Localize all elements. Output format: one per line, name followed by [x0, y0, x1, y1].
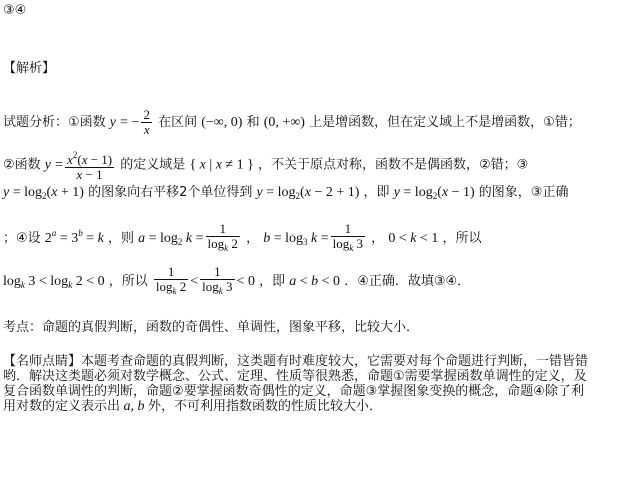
- analysis-line-5: $\log_k 3 < \log_k 2 < 0$ ，所以 $\frac{1}{\log_k 2}$ < $\frac{1}{\log_k 3}$ < 0 ，即 a < b < 0 ．④正确．故填③④．: [3, 264, 471, 296]
- analysis-line-1: 试题分析：①函数 y = − $\frac{2}{x}$ 在区间 (−∞, 0) 和 (0, +∞) 上是增函数，但在定义域上不是增函数，①错；: [3, 107, 581, 137]
- analysis-text: ，则: [107, 231, 134, 246]
- analysis-line-2: ②函数 y = $\frac{x^2(x - 1)}{x - 1}$ 的定义域是 { x | x ≠ 1 } ，不关于原点对称，函数不是偶函数，②错；③: [3, 150, 529, 182]
- section-heading: [3, 61, 55, 76]
- analysis-text: ；④设: [3, 231, 41, 246]
- analysis-text: 的定义域是: [120, 157, 186, 173]
- math-formula: $b = \log_3 k$ =: [263, 231, 329, 247]
- math-formula: (−∞, 0): [201, 115, 243, 130]
- kaodian-line: [3, 320, 419, 335]
- analysis-text: 和: [246, 115, 260, 130]
- analysis-text: ，即: [363, 185, 390, 200]
- analysis-text: ，即: [259, 274, 286, 289]
- math-formula: { x | x ≠ 1 }: [189, 157, 254, 173]
- tips-text: 本题考查命题的真假判断，这类题有时难度较大，它需要对每个命题进行判断，一错皆错: [81, 354, 589, 369]
- math-formula: $\log_k 3 < \log_k 2 < 0$: [3, 274, 105, 290]
- answer-line: [3, 3, 26, 18]
- fraction: $\frac{1}{\log_k 2}$: [155, 264, 187, 296]
- analysis-line-3: [3, 185, 568, 204]
- tips-text: 外，不可利用指数函数的性质比较大小．: [148, 399, 383, 414]
- math-formula: 0 < k < 1: [388, 231, 439, 246]
- analysis-text: 在区间: [158, 115, 198, 130]
- analysis-text: ，不关于原点对称，函数不是偶函数，②错；③: [257, 157, 529, 173]
- analysis-text: ，所以: [442, 231, 482, 246]
- tips-line-3: [3, 384, 629, 399]
- analysis-text: ．④正确．故填③④．: [344, 274, 471, 289]
- tips-text: 用对数的定义表示出: [3, 399, 121, 414]
- math-formula: $y = \log_2(x + 1)$: [3, 185, 84, 201]
- heading-text: 【解析】: [3, 61, 56, 76]
- fraction: $\frac{1}{\log_k 3}$: [332, 221, 364, 253]
- analysis-text: 的图象向右平移2个单位得到: [88, 185, 253, 200]
- math-formula: y: [44, 157, 52, 173]
- answer-text: ③④: [3, 3, 27, 18]
- tips-label: 【名师点睛】: [3, 354, 82, 369]
- analysis-text: 上是增函数，但在定义域上不是增函数，①错；: [309, 115, 581, 130]
- analysis-text: ，: [246, 231, 260, 246]
- analysis-text: 的图象，③正确: [478, 185, 569, 200]
- fraction: $\frac{1}{\log_k 3}$: [202, 264, 233, 296]
- analysis-text: ，: [371, 231, 385, 246]
- analysis-text: ②函数: [3, 157, 41, 173]
- math-formula: $y = \log_2(x - 2 + 1)$: [256, 185, 360, 201]
- fraction: $\frac{x^2(x - 1)}{x - 1}$: [67, 150, 113, 182]
- fraction: $\frac{2}{x}$: [143, 107, 150, 137]
- math-formula: a, b: [120, 399, 149, 414]
- analysis-text: ，所以: [108, 274, 148, 289]
- analysis-line-4: [3, 222, 482, 255]
- math-formula: $y = \log_2(x - 1)$: [393, 185, 475, 201]
- math-formula: y: [109, 115, 117, 130]
- math-formula: a < b < 0: [289, 274, 341, 289]
- tips-line-1: [3, 354, 629, 369]
- kaodian-text: 考点：命题的真假判断，函数的奇偶性、单调性，图象平移，比较大小．: [3, 320, 420, 335]
- tips-paragraph: [3, 354, 629, 414]
- tips-text: 复合函数单调性的判断，命题②要掌握函数奇偶性的定义，命题③掌握图象变换的概念，命题④除了利: [3, 384, 584, 399]
- math-formula: $a = \log_2 k$ =: [138, 231, 204, 247]
- analysis-text: 试题分析：①函数: [3, 115, 106, 130]
- tips-line-4: [3, 399, 629, 414]
- tips-line-2: [3, 369, 629, 384]
- math-formula: (0, +∞): [263, 115, 305, 130]
- fraction: $\frac{1}{\log_k 2}$: [207, 221, 238, 253]
- tips-text: 哟．解决这类题必须对数学概念、公式、定理、性质等很熟悉，命题①需要掌握函数单调性的定义，及: [3, 369, 587, 384]
- math-formula: $2^a = 3^b = k$: [44, 228, 104, 246]
